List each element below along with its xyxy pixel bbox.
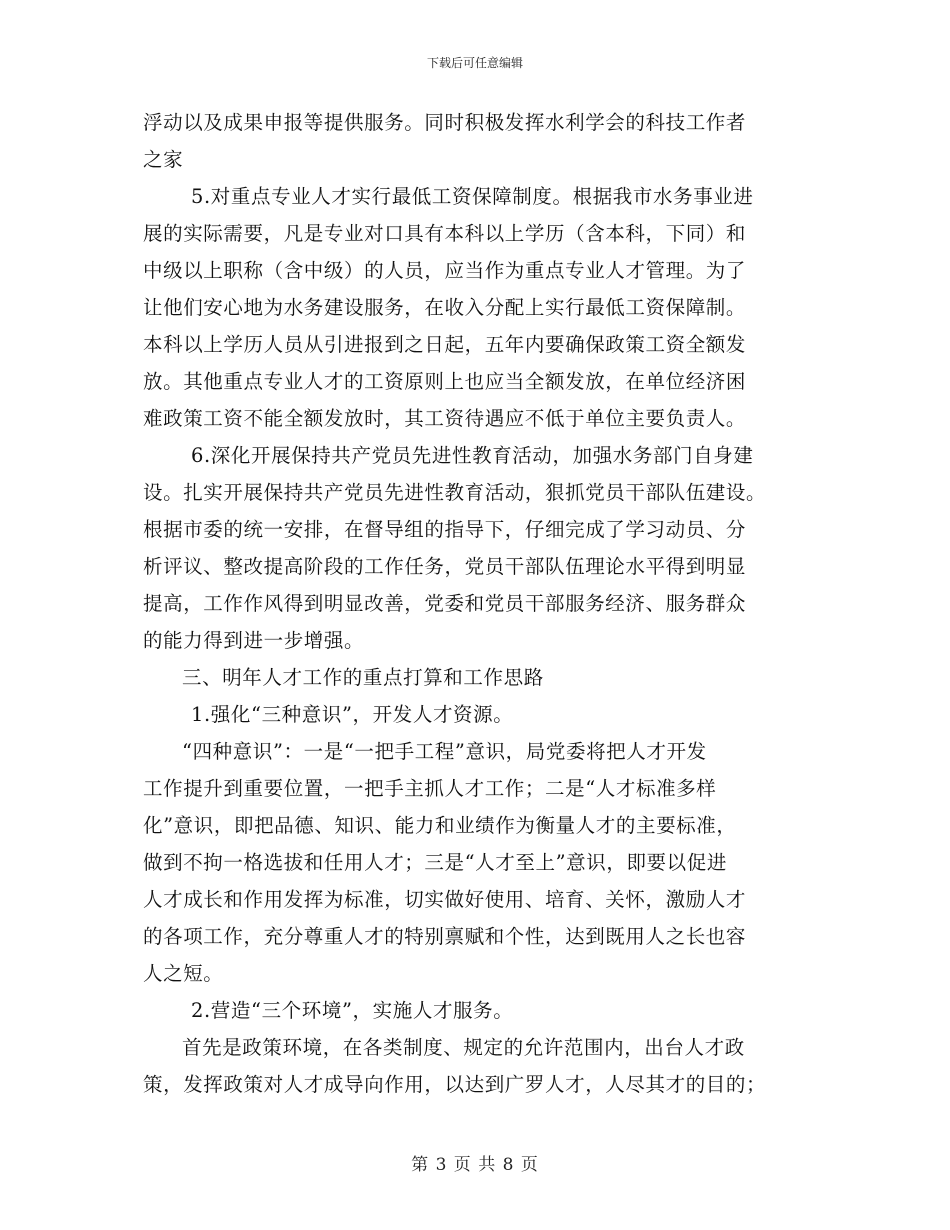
text-line: 本科以上学历人员从引进报到之日起，五年内要确保政策工资全额发 bbox=[143, 333, 747, 356]
text-line: 放。其他重点专业人才的工资原则上也应当全额发放，在单位经济困 bbox=[143, 370, 747, 393]
text-line: 6.深化开展保持共产党员先进性教育活动，加强水务部门自身建 bbox=[191, 444, 754, 467]
text-line: 展的实际需要，凡是专业对口具有本科以上学历（含本科，下同）和 bbox=[143, 222, 747, 245]
page-footer: 第 3 页 共 8 页 bbox=[411, 1155, 539, 1175]
text-line: 2.营造“三个环境”，实施人才服务。 bbox=[191, 999, 514, 1022]
text-line: 5.对重点专业人才实行最低工资保障制度。根据我市水务事业进 bbox=[191, 185, 754, 208]
text-line: 首先是政策环境，在各类制度、规定的允许范围内，出台人才政 bbox=[182, 1036, 745, 1059]
text-line: 做到不拘一格选拔和任用人才；三是“人才至上”意识，即要以促进 bbox=[143, 851, 727, 874]
text-line: 的各项工作，充分尊重人才的特别禀赋和个性，达到既用人之长也容 bbox=[143, 925, 747, 948]
text-line: 浮动以及成果申报等提供服务。同时积极发挥水利学会的科技工作者 bbox=[143, 111, 747, 134]
text-line: 根据市委的统一安排，在督导组的指导下，仔细完成了学习动员、分 bbox=[143, 518, 747, 541]
text-line: 提高，工作作风得到明显改善，党委和党员干部服务经济、服务群众 bbox=[143, 592, 747, 615]
text-line: 1.强化“三种意识”，开发人才资源。 bbox=[191, 703, 514, 726]
text-line: 难政策工资不能全额发放时，其工资待遇应不低于单位主要负责人。 bbox=[143, 407, 747, 430]
text-line: 让他们安心地为水务建设服务，在收入分配上实行最低工资保障制。 bbox=[143, 296, 747, 319]
text-line: 三、明年人才工作的重点打算和工作思路 bbox=[182, 666, 544, 689]
text-line: 人之短。 bbox=[143, 962, 224, 985]
text-line: 人才成长和作用发挥为标准，切实做好使用、培育、关怀，激励人才 bbox=[143, 888, 747, 911]
text-line: 策，发挥政策对人才成导向作用，以达到广罗人才，人尽其才的目的； bbox=[143, 1073, 767, 1096]
text-line: 之家 bbox=[143, 148, 184, 171]
text-line: 工作提升到重要位置，一把手主抓人才工作；二是“人才标准多样 bbox=[143, 777, 717, 800]
text-line: 设。扎实开展保持共产党员先进性教育活动，狠抓党员干部队伍建设。 bbox=[143, 481, 767, 504]
text-line: 的能力得到进一步增强。 bbox=[143, 629, 365, 652]
page-header: 下载后可任意编辑 bbox=[426, 56, 523, 70]
text-line: 析评议、整改提高阶段的工作任务，党员干部队伍理论水平得到明显 bbox=[143, 555, 747, 578]
document-body bbox=[143, 104, 823, 1103]
text-line: 中级以上职称（含中级）的人员，应当作为重点专业人才管理。为了 bbox=[143, 259, 747, 282]
text-line: 化”意识，即把品德、知识、能力和业绩作为衡量人才的主要标准， bbox=[143, 814, 737, 837]
text-line: “四种意识”：一是“一把手工程”意识，局党委将把人才开发 bbox=[182, 740, 707, 763]
